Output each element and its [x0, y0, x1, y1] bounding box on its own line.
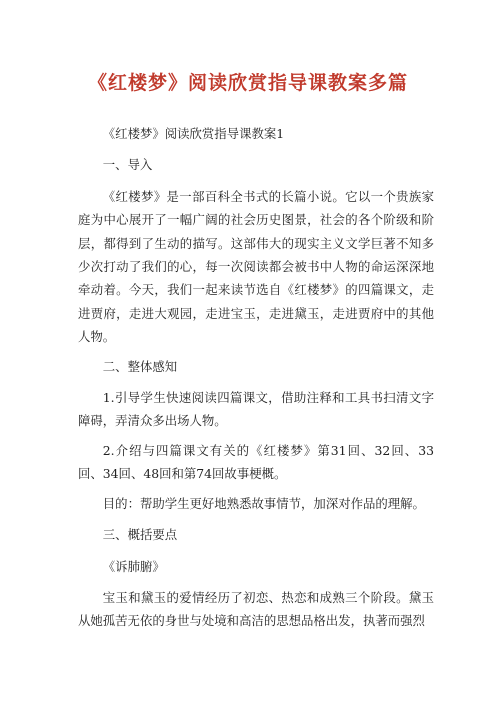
- purpose-paragraph: 目的：帮助学生更好地熟悉故事情节，加深对作品的理解。: [102, 495, 425, 511]
- overview-item-1: 1.引导学生快速阅读四篇课文，借助注释和工具书扫清文字障碍，弄清众多出场人物。: [78, 390, 434, 429]
- overview-item-2: 2.介绍与四篇课文有关的《红楼梦》第31回、32回、33回、34回、48回和第74回故事梗概。: [78, 442, 434, 482]
- document-body: [78, 122, 434, 639]
- section-heading-overview: 二、整体感知: [102, 358, 178, 374]
- document-title: 《红楼梦》阅读欣赏指导课教案多篇: [87, 72, 408, 94]
- section-heading-summary: 三、概括要点: [102, 527, 178, 543]
- lesson-heading: 《红楼梦》阅读欣赏指导课教案1: [102, 126, 285, 141]
- intro-paragraph: 《红楼梦》是一部百科全书式的长篇小说。它以一个贵族家庭为中心展开了一幅广阔的社会历史图景，社会的各个阶级和阶层，都得到了生动的描写。这部伟大的现实主义文学巨著不知多少次打动了我们的心，每一次阅读都会被书中人物的命运深深地牵动着。今天，我们一起来读节选自《红楼梦》的四篇课文，走进贾府，走进大观园，走进宝玉，走进黛玉，走进贾府中的其他人物。: [78, 188, 434, 345]
- section-heading-intro: 一、导入: [102, 157, 153, 173]
- summary-paragraph: 宝玉和黛玉的爱情经历了初恋、热恋和成熟三个阶段。黛玉从她孤苦无依的身世与处境和高洁的思想品格出发，执著而强烈: [78, 589, 434, 629]
- subheading-confession: 《诉肺腑》: [102, 558, 165, 574]
